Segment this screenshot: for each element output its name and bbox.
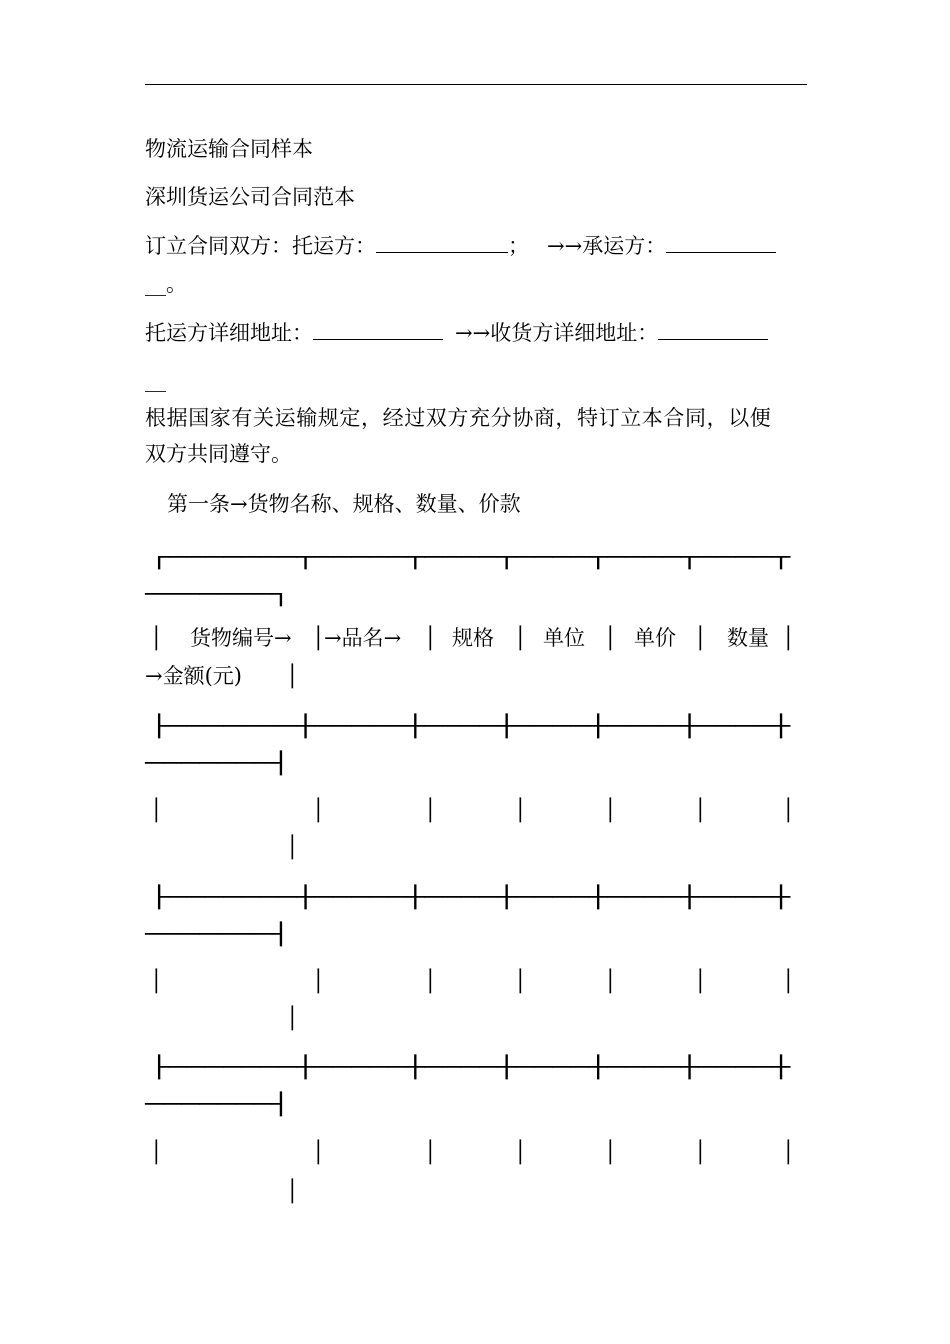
table-top-border: ┌───────┬─────┬────┬────┬────┬────┬ [150,545,790,569]
row-bar: │ [514,798,527,822]
table-top-border-tail: ───────┐ [145,582,290,606]
row-bar: │ [424,798,437,822]
row-bar: │ [694,798,707,822]
header-cell-unit: 单位 [543,626,585,650]
header-bar: │ [286,664,299,688]
header-cell-amount: →金额(元) [145,664,242,688]
header-bar: │ [694,626,707,650]
row-bar: │ [286,835,299,859]
address-label: 托运方详细地址： [145,321,313,345]
intro-paragraph-line-2: 双方共同遵守。 [145,442,292,466]
table-row-separator: ├───────┼─────┼────┼────┼────┼────┼ [150,714,790,738]
address-line-tail: __ [145,368,166,392]
row-bar: │ [312,969,325,993]
table-row-separator-tail: ───────┤ [145,751,290,775]
document-title: 物流运输合同样本 [145,137,313,161]
row-bar: │ [150,969,163,993]
row-bar: │ [286,1006,299,1030]
row-bar: │ [514,1140,527,1164]
row-bar: │ [604,1140,617,1164]
intro-paragraph-line-1: 根据国家有关运输规定，经过双方充分协商，特订立本合同，以便 [145,406,772,430]
header-cell-unit-price: 单价 [634,626,676,650]
header-rule [145,84,807,85]
row-bar: │ [782,1140,795,1164]
row-bar: │ [604,798,617,822]
shipper-address-blank[interactable] [313,321,443,340]
article-1-title: 第一条→货物名称、规格、数量、价款 [167,492,521,516]
row-bar: │ [150,1140,163,1164]
parties-line-tail: __。 [145,272,187,296]
receiver-address-blank[interactable] [658,321,768,340]
header-bar: │ [604,626,617,650]
carrier-label: 承运方： [582,234,667,258]
row-bar: │ [694,1140,707,1164]
carrier-blank[interactable] [666,234,776,253]
header-cell-name: →品名→ [324,626,402,650]
row-bar: │ [150,798,163,822]
parties-label: 订立合同双方：托运方： [145,234,376,258]
header-cell-quantity: 数量 [727,626,769,650]
row-bar: │ [424,969,437,993]
header-bar: │ [424,626,437,650]
table-row-separator: ├───────┼─────┼────┼────┼────┼────┼ [150,885,790,909]
document-subtitle: 深圳货运公司合同范本 [145,185,355,209]
row-bar: │ [286,1179,299,1203]
row-bar: │ [424,1140,437,1164]
header-bar: │ [150,626,163,650]
shipper-blank[interactable] [376,234,508,253]
row-bar: │ [514,969,527,993]
receiver-address-label: 收货方详细地址： [490,321,659,345]
row-bar: │ [312,798,325,822]
row-bar: │ [782,798,795,822]
parties-arrows: →→ [547,234,583,258]
header-bar: │ [312,626,325,650]
row-bar: │ [782,969,795,993]
row-bar: │ [312,1140,325,1164]
table-row-separator-tail: ───────┤ [145,922,290,946]
header-bar: │ [782,626,795,650]
address-line [145,319,768,347]
table-row-separator-tail: ───────┤ [145,1092,290,1116]
header-cell-spec: 规格 [452,626,494,650]
address-arrows: →→ [455,321,491,345]
parties-line [145,232,776,260]
header-cell-goods-no: 货物编号→ [190,626,292,650]
header-bar: │ [514,626,527,650]
parties-separator: ； [508,234,529,258]
row-bar: │ [694,969,707,993]
row-bar: │ [604,969,617,993]
table-row-separator: ├───────┼─────┼────┼────┼────┼────┼ [150,1055,790,1079]
